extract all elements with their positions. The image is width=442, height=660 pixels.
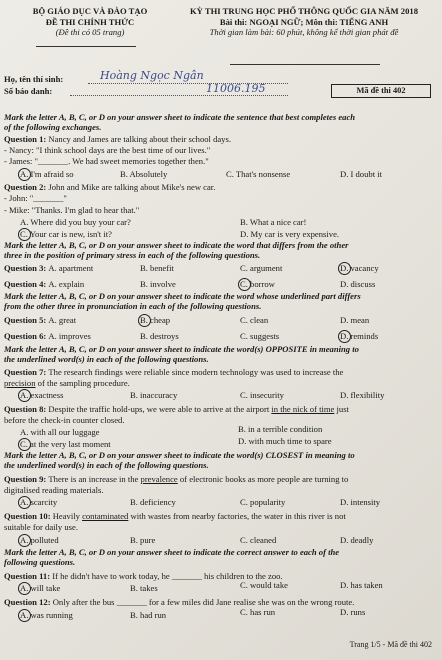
- answer-mark-q9: [18, 496, 31, 509]
- text-span: Question 12:: [4, 597, 53, 607]
- text-line: D. reminds: [340, 331, 379, 341]
- text-line: C. clean: [240, 315, 269, 325]
- text-line: C. suggests: [240, 331, 280, 341]
- text-span: of the sampling procedure.: [35, 378, 130, 388]
- text-span: Despite the traffic hold-ups, we were able to arrive at the airport: [48, 404, 272, 414]
- text-line: following questions.: [4, 557, 76, 567]
- text-span: A. improves: [48, 331, 91, 341]
- answer-mark-q8: [18, 438, 31, 451]
- text-line: B. inaccuracy: [130, 390, 178, 400]
- text-span: Only after the bus _______ for a few miles did Jane realise she was on the wrong route.: [52, 597, 355, 607]
- text-line: [4, 367, 343, 377]
- text-line: D. I doubt it: [340, 169, 383, 179]
- text-line: A. I'm afraid so: [20, 169, 74, 179]
- text-line: C. cleaned: [240, 535, 277, 545]
- text-span: Question 2:: [4, 182, 49, 192]
- name-label: Họ, tên thí sinh:: [4, 74, 64, 84]
- text-line: B. cheap: [140, 315, 171, 325]
- text-line: B. pure: [130, 535, 156, 545]
- ministry-name: BỘ GIÁO DỤC VÀ ĐÀO TẠO: [32, 6, 148, 16]
- text-span: precision: [4, 378, 36, 388]
- id-handwritten: 11006.195: [206, 82, 266, 95]
- text-line: [4, 474, 348, 484]
- text-span: of electronic books as more people are turning to: [177, 474, 349, 484]
- text-line: the underlined word(s) in each of the following questions.: [4, 460, 209, 470]
- answer-mark-q2: [18, 228, 31, 241]
- text-line: A. scarcity: [20, 497, 58, 507]
- exam-subject: Bài thi: NGOẠI NGỮ; Môn thi: TIẾNG ANH: [219, 16, 389, 27]
- text-line: B. in a terrible condition: [238, 424, 323, 434]
- text-line: [4, 597, 354, 607]
- answer-mark-q3: [338, 262, 351, 275]
- text-line: [4, 511, 346, 521]
- text-line: C. at the very last moment: [20, 439, 111, 449]
- text-line: D. has taken: [340, 580, 383, 590]
- text-line: three in the position of primary stress in each of the following questions.: [4, 250, 261, 260]
- text-span: in the nick of time: [271, 404, 335, 414]
- text-line: digitalised reading materials.: [4, 485, 104, 495]
- text-line: [4, 404, 349, 414]
- text-line: [4, 315, 76, 325]
- text-span: The research findings were reliable since modern technology was used to increase the: [48, 367, 344, 377]
- text-line: [4, 331, 91, 341]
- text-line: Mark the letter A, B, C, or D on your answer sheet to indicate the sentence that best completes each: [4, 112, 356, 122]
- header-left: [6, 6, 174, 38]
- text-line: [4, 182, 215, 192]
- text-line: B. had run: [130, 610, 167, 620]
- text-span: Question 7:: [4, 367, 49, 377]
- text-line: the underlined word(s) in each of the following questions.: [4, 354, 209, 364]
- text-line: Mark the letter A, B, C, or D on your answer sheet to indicate the word whose underlined part differs: [4, 291, 361, 301]
- exam-title: KỲ THI TRUNG HỌC PHỔ THÔNG QUỐC GIA NĂM 2018: [190, 6, 418, 16]
- id-dotted-line: [70, 95, 288, 96]
- answer-mark-q12: [18, 609, 31, 622]
- text-span: with wastes from nearby factories, the water in this river is not: [128, 511, 346, 521]
- text-span: Question 10:: [4, 511, 53, 521]
- page-count: (Đề thi có 05 trang): [55, 27, 125, 37]
- text-line: D. flexibility: [340, 390, 385, 400]
- answer-mark-q4: [238, 278, 251, 291]
- answer-mark-q5: [138, 314, 151, 327]
- text-line: B. What a nice car!: [240, 217, 307, 227]
- text-line: B. destroys: [140, 331, 179, 341]
- official-label: ĐỀ THI CHÍNH THỨC: [45, 16, 135, 27]
- page-footer: Trang 1/5 - Mã đề thi 402: [349, 640, 432, 649]
- text-line: C. Your car is new, isn't it?: [20, 229, 112, 239]
- text-span: Question 3:: [4, 263, 49, 273]
- header-right: [166, 6, 442, 38]
- text-line: B. takes: [130, 583, 158, 593]
- text-span: A. great: [48, 315, 77, 325]
- text-line: - Mike: "Thanks. I'm glad to hear that.": [4, 205, 140, 215]
- text-line: [4, 279, 84, 289]
- text-line: B. deficiency: [130, 497, 176, 507]
- text-line: [4, 378, 130, 388]
- text-line: C. has run: [240, 607, 276, 617]
- text-line: C. would take: [240, 580, 288, 590]
- text-line: of the following exchanges.: [4, 122, 102, 132]
- text-line: D. runs: [340, 607, 366, 617]
- text-span: Question 6:: [4, 331, 49, 341]
- text-line: A. polluted: [20, 535, 59, 545]
- text-span: A. explain: [48, 279, 85, 289]
- text-line: A. was running: [20, 610, 73, 620]
- text-span: Question 9:: [4, 474, 49, 484]
- text-line: A. will take: [20, 583, 61, 593]
- name-handwritten: Hoàng Ngọc Ngân: [100, 69, 204, 82]
- answer-mark-q10: [18, 534, 31, 547]
- text-span: There is an increase in the: [48, 474, 141, 484]
- text-span: Question 1:: [4, 134, 49, 144]
- text-line: D. deadly: [340, 535, 374, 545]
- text-line: D. intensity: [340, 497, 381, 507]
- text-line: before the check-in counter closed.: [4, 415, 125, 425]
- answer-mark-q6: [338, 330, 351, 343]
- text-span: Nancy and James are talking about their school days.: [48, 134, 231, 144]
- text-line: D. discuss: [340, 279, 376, 289]
- answer-mark-q1: [18, 168, 31, 181]
- text-span: contaminated: [82, 511, 129, 521]
- text-line: B. benefit: [140, 263, 174, 273]
- text-line: Mark the letter A, B, C, or D on your answer sheet to indicate the word that differs from the other: [4, 240, 349, 250]
- exam-time: Thời gian làm bài: 60 phút, không kể thời gian phát đề: [209, 27, 399, 37]
- text-line: Mark the letter A, B, C, or D on your answer sheet to indicate the word(s) OPPOSITE in meaning to: [4, 344, 359, 354]
- text-line: A. with all our luggage: [20, 427, 100, 437]
- text-line: C. insecurity: [240, 390, 284, 400]
- text-line: Mark the letter A, B, C, or D on your answer sheet to indicate the word(s) CLOSEST in meaning to: [4, 450, 355, 460]
- text-span: A. apartment: [48, 263, 94, 273]
- text-line: D. with much time to spare: [238, 436, 332, 446]
- text-line: C. That's nonsense: [226, 169, 291, 179]
- text-line: B. Absolutely: [120, 169, 168, 179]
- text-span: Question 8:: [4, 404, 49, 414]
- text-line: D. mean: [340, 315, 370, 325]
- header-rule-right: [230, 64, 380, 65]
- id-label: Số báo danh:: [4, 86, 53, 96]
- text-line: [4, 263, 93, 273]
- text-line: from the other three in pronunciation in each of the following questions.: [4, 301, 262, 311]
- text-line: C. borrow: [240, 279, 275, 289]
- text-line: A. exactness: [20, 390, 64, 400]
- text-line: A. Where did you buy your car?: [20, 217, 131, 227]
- text-span: If he didn't have to work today, he _______ his children to the zoo.: [52, 571, 283, 581]
- text-line: - John: "_______": [4, 193, 67, 203]
- text-line: - James: "_______. We had sweet memories together then.": [4, 156, 209, 166]
- text-line: D. vacancy: [340, 263, 379, 273]
- text-span: prevalence: [140, 474, 178, 484]
- header-rule-left: [36, 46, 136, 47]
- text-span: Question 11:: [4, 571, 53, 581]
- text-span: John and Mike are talking about Mike's new car.: [48, 182, 216, 192]
- text-line: [4, 134, 231, 144]
- answer-mark-q11: [18, 582, 31, 595]
- text-span: Question 4:: [4, 279, 49, 289]
- text-span: Heavily: [52, 511, 83, 521]
- text-line: suitable for daily use.: [4, 522, 78, 532]
- text-span: Question 5:: [4, 315, 49, 325]
- text-line: C. argument: [240, 263, 283, 273]
- text-line: - Nancy: "I think school days are the best time of our lives.": [4, 145, 211, 155]
- text-line: D. My car is very expensive.: [240, 229, 340, 239]
- exam-code-box: Mã đề thi 402: [331, 84, 431, 98]
- text-line: C. popularity: [240, 497, 286, 507]
- text-line: Mark the letter A, B, C, or D on your answer sheet to indicate the correct answer to each of the: [4, 547, 340, 557]
- answer-mark-q7: [18, 389, 31, 402]
- text-line: B. involve: [140, 279, 176, 289]
- text-span: just: [334, 404, 349, 414]
